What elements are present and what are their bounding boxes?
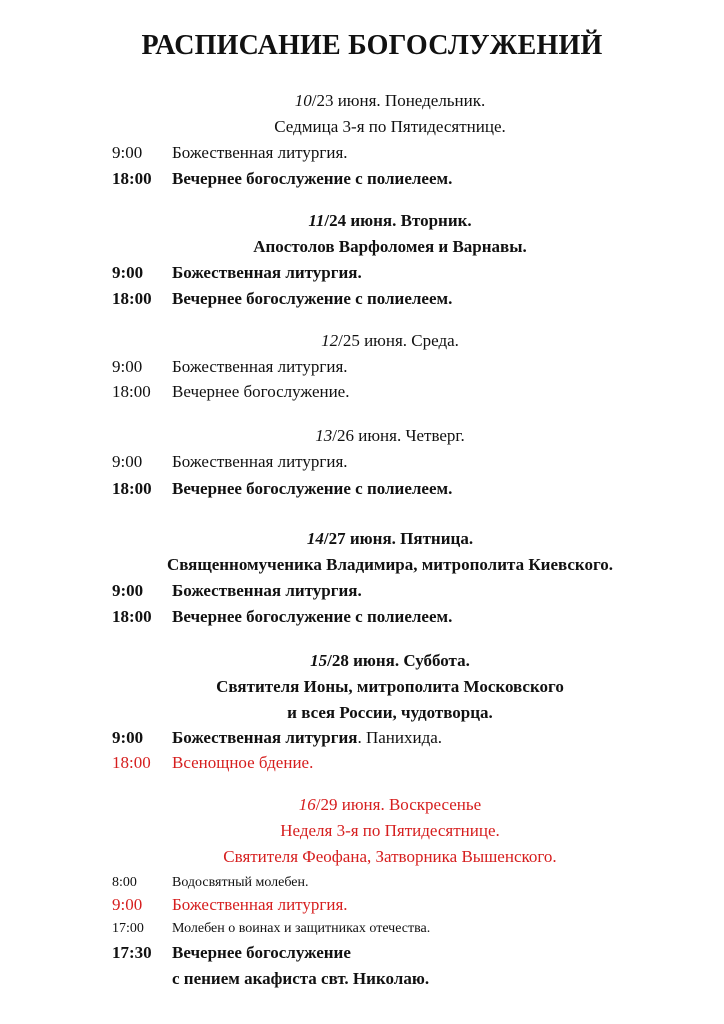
service-row: 9:00 Божественная литургия. <box>112 263 362 282</box>
service-row: 9:00 Божественная литургия. <box>112 143 348 162</box>
day-subtitle: Седмица 3-я по Пятидесятнице. <box>274 117 506 136</box>
service-row: 9:00 Божественная литургия. <box>112 357 348 376</box>
service-row: 9:00 Божественная литургия. <box>112 452 348 471</box>
service-row: 18:00 Вечернее богослужение с полиелеем. <box>112 169 453 188</box>
service-row: 9:00 Божественная литургия. <box>112 895 348 914</box>
service-row: 18:00 Вечернее богослужение с полиелеем. <box>112 289 453 308</box>
service-row: 17:30 Вечернее богослужение <box>112 943 351 962</box>
service-row: 18:00 Вечернее богослужение с полиелеем. <box>112 607 453 626</box>
day-subtitle: Апостолов Варфоломея и Варнавы. <box>253 237 527 256</box>
day-subtitle: Святителя Феофана, Затворника Вышенского. <box>223 847 557 866</box>
day-header: 14/27 июня. Пятница. <box>306 529 474 548</box>
service-row: 17:00 Молебен о воинах и защитниках отечества. <box>112 921 431 936</box>
service-row: 9:00 Божественная литургия. <box>112 581 362 600</box>
service-row: 18:00 Вечернее богослужение с полиелеем. <box>112 479 453 498</box>
day-subtitle: Неделя 3-я по Пятидесятнице. <box>280 821 500 840</box>
day-header: 10/23 июня. Понедельник. <box>294 91 486 110</box>
day-header: 15/28 июня. Суббота. <box>310 651 470 670</box>
day-header: 11/24 июня. Вторник. <box>308 211 472 230</box>
service-row: 18:00 Вечернее богослужение. <box>112 382 350 401</box>
day-subtitle: и всея России, чудотворца. <box>287 703 493 722</box>
service-row-continuation: с пением акафиста свт. Николаю. <box>172 969 430 988</box>
service-row: 9:00 Божественная литургия. Панихида. <box>112 728 443 747</box>
day-header: 12/25 июня. Среда. <box>321 331 459 350</box>
page-title: РАСПИСАНИЕ БОГОСЛУЖЕНИЙ <box>141 30 603 61</box>
day-subtitle: Священномученика Владимира, митрополита Киевского. <box>166 555 614 574</box>
day-subtitle: Святителя Ионы, митрополита Московского <box>216 677 564 696</box>
day-header: 13/26 июня. Четверг. <box>315 426 465 445</box>
day-header: 16/29 июня. Воскресенье <box>298 795 482 814</box>
service-row: 8:00 Водосвятный молебен. <box>112 875 309 890</box>
service-row: 18:00 Всенощное бдение. <box>112 753 314 772</box>
